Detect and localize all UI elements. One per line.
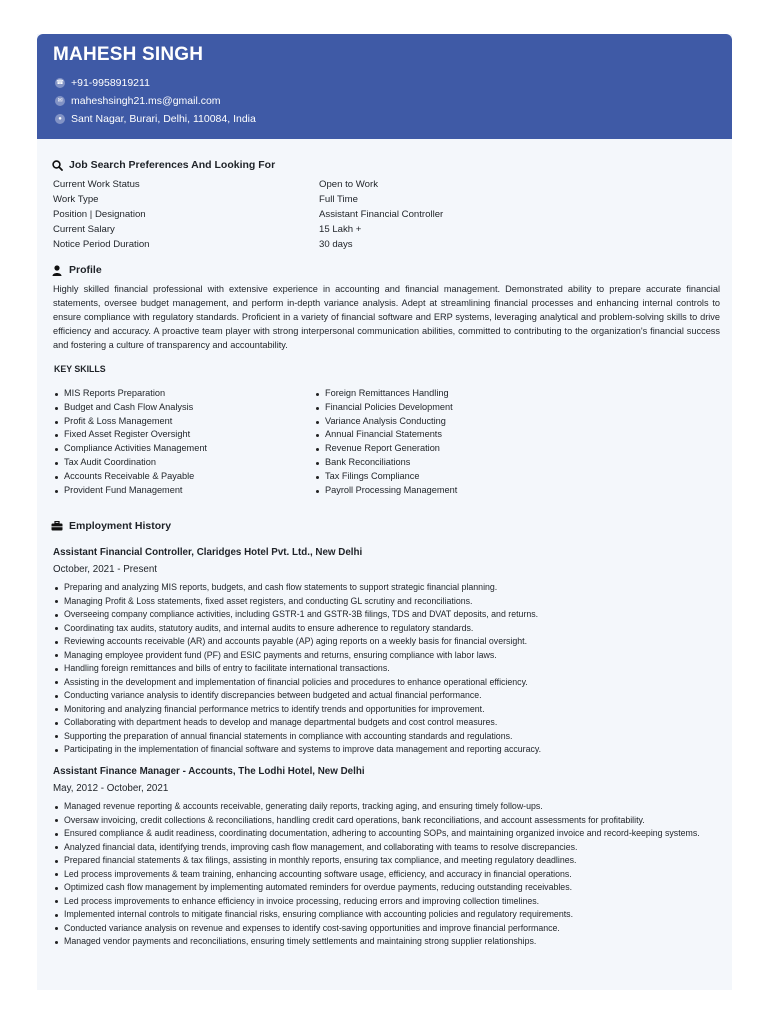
employment-title: Employment History bbox=[69, 520, 172, 532]
skill-item: Financial Policies Development bbox=[314, 401, 457, 415]
job-1-dates: October, 2021 - Present bbox=[53, 564, 158, 575]
skill-item: Annual Financial Statements bbox=[314, 428, 457, 442]
email-icon: ✉ bbox=[55, 96, 65, 106]
profile-title: Profile bbox=[69, 264, 102, 276]
skill-item: Foreign Remittances Handling bbox=[314, 387, 457, 401]
skill-item: Bank Reconciliations bbox=[314, 456, 457, 470]
key-skills-right bbox=[314, 387, 457, 497]
responsibility-item: Reviewing accounts receivable (AR) and accounts payable (AP) aging reports on a weekly basis for financial oversight. bbox=[53, 635, 723, 649]
responsibility-item: Collaborating with department heads to develop and manage departmental budgets and cost control measures. bbox=[53, 716, 723, 730]
key-skills-title: KEY SKILLS bbox=[54, 364, 106, 374]
phone-number: +91-9958919211 bbox=[71, 77, 150, 89]
responsibility-item: Handling foreign remittances and bills of entry to facilitate international transactions. bbox=[53, 662, 723, 676]
phone-icon: ☎ bbox=[56, 80, 64, 86]
skill-item: Fixed Asset Register Oversight bbox=[53, 428, 207, 442]
responsibility-item: Managing employee provident fund (PF) and ESIC payments and returns, ensuring compliance with labor laws. bbox=[53, 649, 723, 663]
responsibility-item: Analyzed financial data, identifying trends, improving cash flow management, and collaborating with teams to resolve discrepancies. bbox=[53, 841, 723, 855]
preference-label: Notice Period Duration bbox=[53, 239, 150, 250]
skill-item: Payroll Processing Management bbox=[314, 484, 457, 498]
responsibility-item: Optimized cash flow management by implementing automated reminders for overdue payments, reducing outstanding receivables. bbox=[53, 881, 723, 895]
job-search-heading bbox=[51, 159, 275, 171]
responsibility-item: Conducted variance analysis on revenue and expenses to identify cost-saving opportunities and improve financial performance. bbox=[53, 922, 723, 936]
job-2-title: Assistant Finance Manager - Accounts, The Lodhi Hotel, New Delhi bbox=[53, 766, 365, 777]
responsibility-item: Participating in the implementation of financial software and systems to improve data management and reporting accuracy. bbox=[53, 743, 723, 757]
skill-item: Compliance Activities Management bbox=[53, 442, 207, 456]
skill-item: Tax Filings Compliance bbox=[314, 470, 457, 484]
responsibility-item: Led process improvements to enhance efficiency in invoice processing, reducing errors and improving collection timelines. bbox=[53, 895, 723, 909]
phone-row bbox=[55, 77, 150, 89]
resume-header bbox=[37, 34, 732, 139]
skill-item: Revenue Report Generation bbox=[314, 442, 457, 456]
skill-item: Profit & Loss Management bbox=[53, 415, 207, 429]
postal-address: Sant Nagar, Burari, Delhi, 110084, India bbox=[71, 113, 256, 125]
briefcase-icon bbox=[51, 521, 63, 531]
responsibility-item: Implemented internal controls to mitigate financial risks, ensuring compliance with accounting policies and regulatory requirements. bbox=[53, 908, 723, 922]
responsibility-item: Managed vendor payments and reconciliations, ensuring timely settlements and maintaining strong supplier relationships. bbox=[53, 935, 723, 949]
location-pin-icon: ● bbox=[55, 114, 65, 124]
preference-value: Assistant Financial Controller bbox=[319, 209, 444, 220]
responsibility-item: Managing Profit & Loss statements, fixed asset registers, and conducting GL scrutiny and reconciliations. bbox=[53, 595, 723, 609]
email-address[interactable]: maheshsingh21.ms@gmail.com bbox=[71, 95, 221, 107]
preference-label: Work Type bbox=[53, 194, 99, 205]
job-2-responsibilities bbox=[53, 800, 723, 949]
responsibility-item: Coordinating tax audits, statutory audits, and internal audits to ensure adherence to regulatory standards. bbox=[53, 622, 723, 636]
preference-label: Position | Designation bbox=[53, 209, 146, 220]
candidate-name: MAHESH SINGH bbox=[53, 44, 204, 65]
responsibility-item: Conducting variance analysis to identify discrepancies between budgeted and actual financial performance. bbox=[53, 689, 723, 703]
responsibility-item: Monitoring and analyzing financial performance metrics to identify trends and opportunities for improvement. bbox=[53, 703, 723, 717]
preference-label: Current Salary bbox=[53, 224, 115, 235]
skill-item: Accounts Receivable & Payable bbox=[53, 470, 207, 484]
responsibility-item: Managed revenue reporting & accounts receivable, generating daily reports, tracking aging, and ensuring timely follow-ups. bbox=[53, 800, 723, 814]
profile-heading bbox=[51, 264, 102, 276]
employment-heading bbox=[51, 520, 171, 532]
address-row bbox=[55, 113, 256, 125]
job-search-values bbox=[319, 177, 443, 252]
responsibility-item: Preparing and analyzing MIS reports, budgets, and cash flow statements to support strategic financial planning. bbox=[53, 581, 723, 595]
preference-label: Current Work Status bbox=[53, 179, 140, 190]
user-icon bbox=[51, 265, 63, 276]
skill-item: Provident Fund Management bbox=[53, 484, 207, 498]
job-2-dates: May, 2012 - October, 2021 bbox=[53, 783, 169, 794]
skill-item: Tax Audit Coordination bbox=[53, 456, 207, 470]
profile-summary: Highly skilled financial professional with extensive experience in accounting and financial management. Demonstrated ability to prepare accurate financial statements, oversee budget management, and perform in-depth variance analysis. Adept at streamlining financial processes and enhancing internal controls to ensure compliance with regulatory standards. Proficient in a variety of financial software and ERP systems, leveraging analytical and problem-solving skills to drive efficiency and accuracy. A proactive team player with strong interpersonal communication abilities, committed to contributing to the organization's financial success and fostering a culture of transparency and accountability. bbox=[53, 284, 720, 351]
preference-value: Open to Work bbox=[319, 179, 379, 190]
job-1-title: Assistant Financial Controller, Claridges Hotel Pvt. Ltd., New Delhi bbox=[53, 547, 363, 558]
responsibility-item: Led process improvements & team training, enhancing accounting software usage, efficiency, and accuracy in financial operations. bbox=[53, 868, 723, 882]
preference-value: 15 Lakh + bbox=[319, 224, 362, 235]
responsibility-item: Supporting the preparation of annual financial statements in compliance with accounting standards and regulations. bbox=[53, 730, 723, 744]
skill-item: Budget and Cash Flow Analysis bbox=[53, 401, 207, 415]
responsibility-item: Overseeing company compliance activities, including GSTR-1 and GSTR-3B filings, TDS and DVAT deposits, and returns. bbox=[53, 608, 723, 622]
responsibility-item: Oversaw invoicing, credit collections & reconciliations, handling credit card operations, bank reconciliations, and account assessments for profitability. bbox=[53, 814, 723, 828]
job-search-labels bbox=[53, 177, 150, 252]
search-icon bbox=[51, 160, 63, 171]
job-1-responsibilities bbox=[53, 581, 723, 757]
preference-value: Full Time bbox=[319, 194, 358, 205]
skill-item: Variance Analysis Conducting bbox=[314, 415, 457, 429]
email-row bbox=[55, 95, 221, 107]
responsibility-item: Ensured compliance & audit readiness, coordinating documentation, adhering to accounting SOPs, and maintaining organized invoice and record-keeping systems. bbox=[53, 827, 723, 841]
job-search-title: Job Search Preferences And Looking For bbox=[69, 159, 276, 171]
preference-value: 30 days bbox=[319, 239, 353, 250]
resume-page bbox=[37, 34, 732, 990]
skill-item: MIS Reports Preparation bbox=[53, 387, 207, 401]
key-skills-left bbox=[53, 387, 207, 497]
responsibility-item: Prepared financial statements & tax filings, assisting in monthly reports, ensuring tax compliance, and meeting regulatory deadlines. bbox=[53, 854, 723, 868]
responsibility-item: Assisting in the development and implementation of financial policies and procedures to enhance operational efficiency. bbox=[53, 676, 723, 690]
